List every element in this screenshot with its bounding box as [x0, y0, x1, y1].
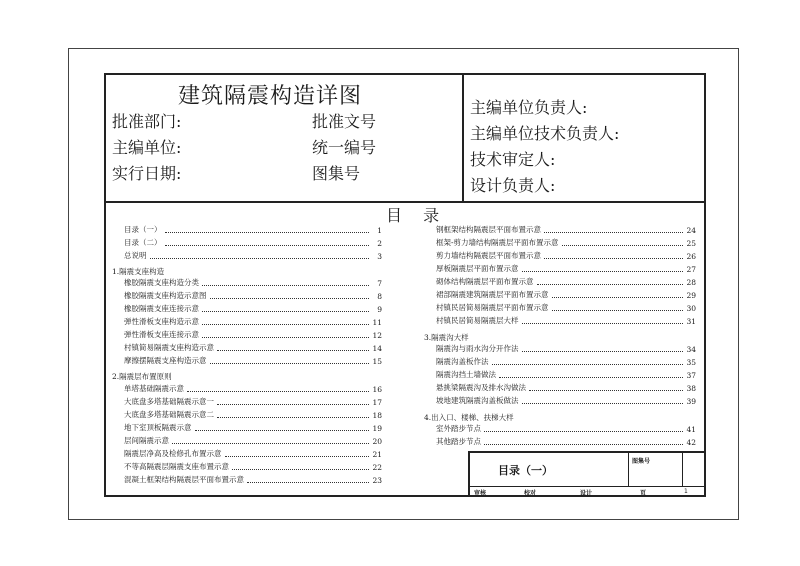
toc-page: 20 [372, 437, 382, 446]
toc-entry[interactable] [124, 475, 382, 485]
toc-entry[interactable] [436, 316, 696, 326]
toc-page: 16 [372, 385, 382, 394]
unified-no-label: 统一编号 [312, 138, 377, 157]
title-block [468, 451, 704, 495]
toc-page: 37 [686, 371, 696, 380]
toc-label: 层间隔震示意 [124, 436, 169, 445]
toc-page: 9 [377, 305, 382, 314]
toc-section-heading: 3.隔震沟大样 [424, 333, 469, 342]
chief-tech-label: 主编单位技术负责人: [470, 124, 620, 143]
toc-label: 厚板隔震层平面布置示意 [436, 264, 519, 273]
toc-label: 弹性滑板支座构造示意 [124, 317, 199, 326]
toc-page: 2 [377, 239, 382, 248]
toc-page: 41 [686, 425, 696, 434]
toc-page: 30 [686, 304, 696, 313]
toc-entry[interactable] [436, 303, 696, 313]
toc-section-heading: 4.出入口、楼梯、扶梯大样 [424, 413, 514, 422]
toc-entry[interactable] [124, 291, 382, 301]
toc-label: 剪力墙结构隔震层平面布置示意 [436, 251, 541, 260]
toc-page: 21 [372, 450, 382, 459]
toc-entry[interactable] [436, 357, 696, 367]
toc-label: 隔震沟与雨水沟分开作法 [436, 344, 519, 353]
toc-label: 村镇民居简易隔震层平面布置示意 [436, 303, 549, 312]
toc-label: 不等高隔震层隔震支座布置示意 [124, 462, 229, 471]
design-label: 设计 [580, 490, 593, 497]
toc-entry[interactable] [124, 356, 382, 366]
toc-label: 目录（一） [124, 225, 162, 234]
toc-entry[interactable] [436, 238, 696, 248]
title-header [106, 75, 704, 203]
toc-section-heading: 2.隔震层布置原则 [112, 372, 172, 381]
toc-entry[interactable] [124, 384, 382, 394]
toc-page: 15 [372, 357, 382, 366]
toc-label: 单塔基础隔震示意 [124, 384, 184, 393]
toc-label: 弹性滑板支座连接示意 [124, 330, 199, 339]
toc-label: 砌体结构隔震层平面布置示意 [436, 277, 534, 286]
toc-entry[interactable] [124, 436, 382, 446]
toc-entry[interactable] [124, 462, 382, 472]
toc-page: 23 [372, 476, 382, 485]
toc-entry[interactable] [436, 396, 696, 406]
toc-label: 悬挑梁隔震沟及排水沟做法 [436, 383, 526, 392]
toc-entry[interactable] [124, 423, 382, 433]
tech-reviewer-label: 技术审定人: [470, 150, 556, 169]
toc-label: 隔震沟挡土墙做法 [436, 370, 496, 379]
toc-section-heading: 1.隔震支座构造 [112, 267, 165, 276]
toc-label: 室外踏步节点 [436, 424, 481, 433]
toc-label: 隔震沟盖板作法 [436, 357, 489, 366]
toc-label: 坡地建筑隔震沟盖板做法 [436, 396, 519, 405]
toc-label: 摩擦摆隔震支座构造示意 [124, 356, 207, 365]
toc-label: 橡胶隔震支座构造示意图 [124, 291, 207, 300]
page-number: 1 [684, 488, 688, 495]
toc-entry[interactable] [124, 449, 382, 459]
toc-page: 31 [686, 317, 696, 326]
toc-page: 3 [377, 252, 382, 261]
toc-page: 42 [686, 438, 696, 447]
toc-page: 14 [372, 344, 382, 353]
toc-entry[interactable] [124, 343, 382, 353]
chief-editor-label: 主编单位负责人: [470, 98, 588, 117]
toc-label: 橡胶隔震支座构造分类 [124, 278, 199, 287]
toc-page: 24 [686, 226, 696, 235]
toc-label: 混凝土框架结构隔震层平面布置示意 [124, 475, 244, 484]
toc-entry[interactable] [124, 304, 382, 314]
atlas-no-cell-label: 图集号 [632, 458, 651, 465]
toc-entry[interactable] [436, 424, 696, 434]
page-label: 页 [640, 490, 647, 497]
toc-entry[interactable] [436, 225, 696, 235]
toc-page: 11 [372, 318, 382, 327]
toc-entry[interactable] [124, 238, 382, 248]
toc-page: 19 [372, 424, 382, 433]
toc-label: 村镇民居简易隔震层大样 [436, 316, 519, 325]
check-label: 校对 [524, 490, 537, 497]
toc-label: 大底盘多塔基础隔震示意一 [124, 397, 214, 406]
toc-page: 7 [377, 279, 382, 288]
toc-page: 39 [686, 397, 696, 406]
toc-entry[interactable] [124, 410, 382, 420]
editor-unit-label: 主编单位: [112, 138, 182, 157]
toc-page: 25 [686, 239, 696, 248]
toc-page: 28 [686, 278, 696, 287]
header-divider [462, 75, 464, 201]
approval-doc-label: 批准文号 [312, 112, 377, 131]
toc-label: 目录（二） [124, 238, 162, 247]
toc-entry[interactable] [436, 344, 696, 354]
toc-entry[interactable] [436, 370, 696, 380]
toc-page: 35 [686, 358, 696, 367]
design-lead-label: 设计负责人: [470, 176, 556, 195]
toc-entry[interactable] [124, 397, 382, 407]
toc-page: 27 [686, 265, 696, 274]
effective-date-label: 实行日期: [112, 164, 182, 183]
toc-page: 29 [686, 291, 696, 300]
atlas-title: 建筑隔震构造详图 [178, 84, 363, 109]
toc-entry[interactable] [436, 264, 696, 274]
drawing-frame [104, 73, 706, 497]
toc-label: 大底盘多塔基础隔震示意二 [124, 410, 214, 419]
title-block-title: 目录（一） [498, 464, 553, 477]
toc-heading: 目 录 [386, 206, 448, 225]
toc-page: 34 [686, 345, 696, 354]
toc-label: 框架-剪力墙结构隔震层平面布置示意 [436, 238, 559, 247]
toc-entry[interactable] [124, 225, 382, 235]
toc-page: 17 [372, 398, 382, 407]
toc-page: 18 [372, 411, 382, 420]
atlas-no-label: 图集号 [312, 164, 361, 183]
toc-entry[interactable] [124, 317, 382, 327]
review-label: 审核 [474, 490, 487, 497]
toc-entry[interactable] [436, 437, 696, 447]
toc-label: 其他踏步节点 [436, 437, 481, 446]
toc-entry[interactable] [436, 290, 696, 300]
toc-entry[interactable] [436, 277, 696, 287]
toc-label: 橡胶隔震支座连接示意 [124, 304, 199, 313]
toc-label: 总说明 [124, 251, 147, 260]
toc-label: 钢框架结构隔震层平面布置示意 [436, 225, 541, 234]
toc-page: 1 [377, 226, 382, 235]
approval-dept-label: 批准部门: [112, 112, 182, 131]
toc-entry[interactable] [436, 251, 696, 261]
toc-page: 22 [372, 463, 382, 472]
toc-page: 8 [377, 292, 382, 301]
toc-entry[interactable] [436, 383, 696, 393]
toc-page: 38 [686, 384, 696, 393]
toc-page: 26 [686, 252, 696, 261]
toc-label: 地下室顶板隔震示意 [124, 423, 192, 432]
toc-page: 12 [372, 331, 382, 340]
toc-entry[interactable] [124, 330, 382, 340]
toc-label: 隔震层净高及检修孔布置示意 [124, 449, 222, 458]
toc-label: 裙部隔震建筑隔震层平面布置示意 [436, 290, 549, 299]
toc-entry[interactable] [124, 278, 382, 288]
toc-entry[interactable] [124, 251, 382, 261]
toc-label: 村镇简易隔震支座构造示意 [124, 343, 214, 352]
